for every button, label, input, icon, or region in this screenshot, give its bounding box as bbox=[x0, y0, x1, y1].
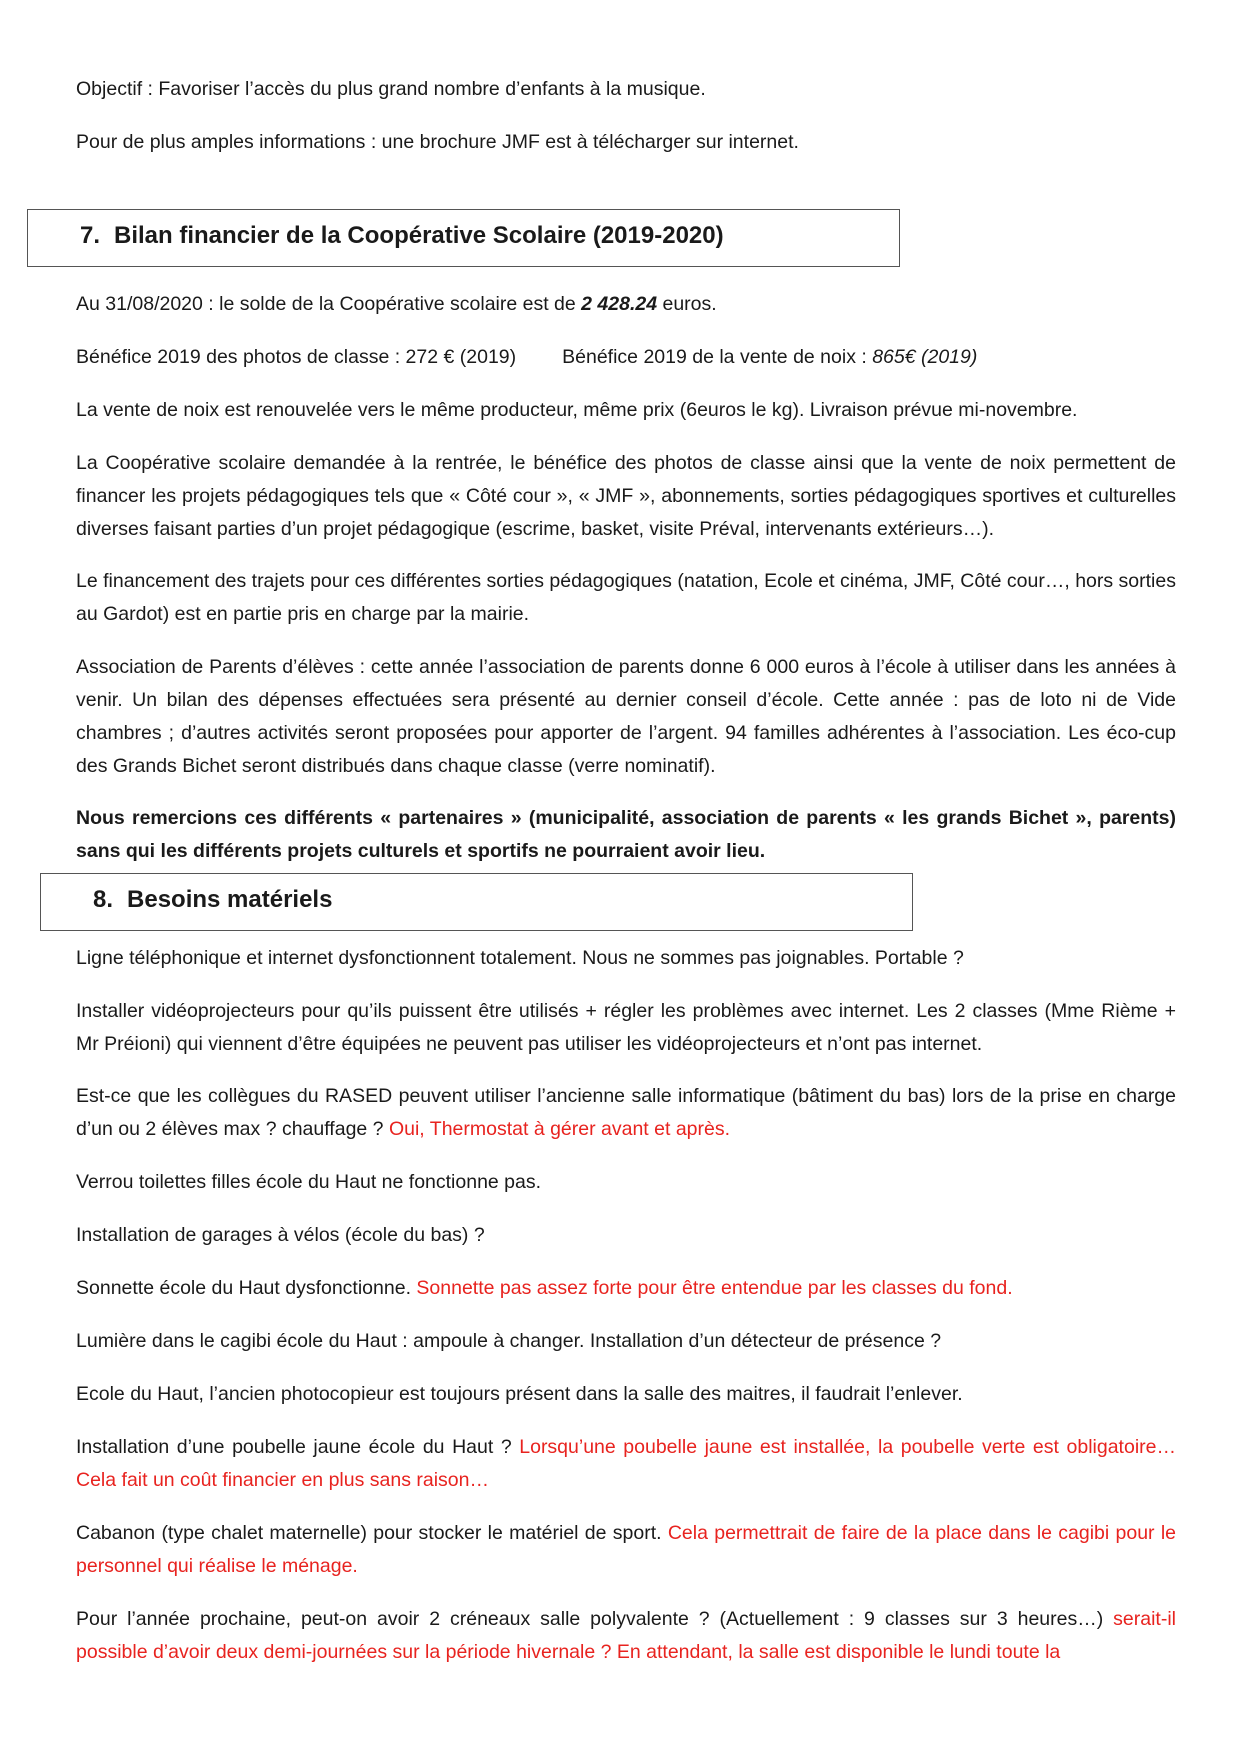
besoin-text: Cabanon (type chalet maternelle) pour stocker le matériel de sport. bbox=[76, 1522, 668, 1544]
besoin-item bbox=[76, 942, 1176, 975]
besoin-item bbox=[76, 1272, 1176, 1305]
infos-paragraph: Pour de plus amples informations : une brochure JMF est à télécharger sur internet. bbox=[76, 131, 799, 153]
besoin-reply: Cela permettrait de faire de la place dans le cagibi pour le personnel qui réalise le ménage. bbox=[76, 1522, 1177, 1577]
besoin-text: Installation de garages à vélos (école du bas) ? bbox=[76, 1224, 485, 1246]
benefices-paragraph bbox=[76, 341, 1176, 374]
financement-paragraph: Le financement des trajets pour ces différentes sorties pédagogiques (natation, Ecole et cinéma, JMF, Côté cour…, hors sorties au Gardot) est en partie pris en charge par la mairie. bbox=[76, 570, 1176, 625]
section-8-number: 8. bbox=[93, 886, 114, 913]
benefice-noix-value: 865€ (2019) bbox=[872, 346, 978, 368]
besoin-item bbox=[76, 1219, 1176, 1252]
besoin-item bbox=[76, 1431, 1176, 1497]
section-8-heading bbox=[93, 886, 332, 914]
section-7-heading-box bbox=[27, 209, 900, 267]
besoin-reply: Oui, Thermostat à gérer avant et après. bbox=[388, 1118, 731, 1140]
remerciements-paragraph: Nous remercions ces différents « partenaires » (municipalité, association de parents « les grands Bichet », parents) sans qui les différents projets culturels et sportifs ne pourraient avoir lieu. bbox=[76, 807, 1176, 862]
besoin-text: Installation d’une poubelle jaune école du Haut ? bbox=[76, 1436, 520, 1458]
solde-suffix: euros. bbox=[657, 293, 717, 315]
solde-paragraph bbox=[76, 288, 1176, 321]
solde-prefix: Au 31/08/2020 : le solde de la Coopérative scolaire est de bbox=[76, 293, 582, 315]
besoin-item bbox=[76, 995, 1176, 1061]
solde-value: 2 428.24 bbox=[581, 293, 658, 315]
besoin-item bbox=[76, 1517, 1176, 1583]
objectif-paragraph: Objectif : Favoriser l’accès du plus grand nombre d’enfants à la musique. bbox=[76, 78, 706, 100]
besoin-text: Sonnette école du Haut dysfonctionne. bbox=[76, 1277, 417, 1299]
besoin-item bbox=[76, 1603, 1176, 1669]
vente-noix-paragraph: La vente de noix est renouvelée vers le même producteur, même prix (6euros le kg). Livraison prévue mi-novembre. bbox=[76, 399, 1078, 421]
besoin-text: Lumière dans le cagibi école du Haut : ampoule à changer. Installation d’un détecteur de présence ? bbox=[76, 1330, 942, 1352]
benefice-noix-label: Bénéfice 2019 de la vente de noix : bbox=[562, 346, 873, 368]
besoin-text: Installer vidéoprojecteurs pour qu’ils puissent être utilisés + régler les problèmes avec internet. Les 2 classes (Mme Rième + Mr Préioni) qui viennent d’être équipées ne peuvent pas utiliser les vidéoprojecteurs et n’ont pas internet. bbox=[76, 1000, 1176, 1055]
besoin-text: Ecole du Haut, l’ancien photocopieur est toujours présent dans la salle des maitres, il faudrait l’enlever. bbox=[76, 1383, 963, 1405]
besoin-reply: Sonnette pas assez forte pour être entendue par les classes du fond. bbox=[416, 1277, 1013, 1299]
cooperative-paragraph: La Coopérative scolaire demandée à la rentrée, le bénéfice des photos de classe ainsi que la vente de noix permettent de financer les projets pédagogiques tels que « Côté cour », « JMF », abonnements, sorties pédagogiques sportives et culturelles diverses faisant parties d’un projet pédagogique (escrime, basket, visite Préval, intervenants extérieurs…). bbox=[76, 452, 1176, 540]
association-paragraph: Association de Parents d’élèves : cette année l’association de parents donne 6 000 euros à l’école à utiliser dans les années à venir. Un bilan des dépenses effectuées sera présenté au dernier conseil d’école. Cette année : pas de loto ni de Vide chambres ; d’autres activités seront proposées pour apporter de l’argent. 94 familles adhérentes à l’association. Les éco-cup des Grands Bichet seront distribués dans chaque classe (verre nominatif). bbox=[76, 656, 1176, 777]
section-8-title: Besoins matériels bbox=[127, 886, 333, 913]
besoin-text: Verrou toilettes filles école du Haut ne fonctionne pas. bbox=[76, 1171, 542, 1193]
section-7-heading bbox=[80, 222, 724, 250]
besoin-reply: serait-il possible d’avoir deux demi-journées sur la période hivernale ? En attendant, la salle est disponible le lundi toute la bbox=[76, 1608, 1176, 1663]
besoin-text: Est-ce que les collègues du RASED peuvent utiliser l’ancienne salle informatique (bâtiment du bas) lors de la prise en charge d’un ou 2 élèves max ? chauffage ? bbox=[76, 1085, 1176, 1140]
besoin-item bbox=[76, 1325, 1176, 1358]
besoin-item bbox=[76, 1378, 1176, 1411]
besoin-text: Pour l’année prochaine, peut-on avoir 2 créneaux salle polyvalente ? (Actuellement : 9 classes sur 3 heures…) bbox=[76, 1608, 1114, 1630]
section-8-heading-box bbox=[40, 873, 913, 931]
besoin-reply: Lorsqu’une poubelle jaune est installée, la poubelle verte est obligatoire… Cela fait un coût financier en plus sans raison… bbox=[76, 1436, 1176, 1491]
section-7-title: Bilan financier de la Coopérative Scolaire (2019-2020) bbox=[114, 222, 724, 249]
besoin-text: Ligne téléphonique et internet dysfonctionnent totalement. Nous ne sommes pas joignables. Portable ? bbox=[76, 947, 964, 969]
section-7-number: 7. bbox=[80, 222, 101, 249]
besoin-item bbox=[76, 1166, 1176, 1199]
benefice-photos: Bénéfice 2019 des photos de classe : 272 € (2019) bbox=[76, 346, 517, 368]
besoin-item bbox=[76, 1080, 1176, 1146]
